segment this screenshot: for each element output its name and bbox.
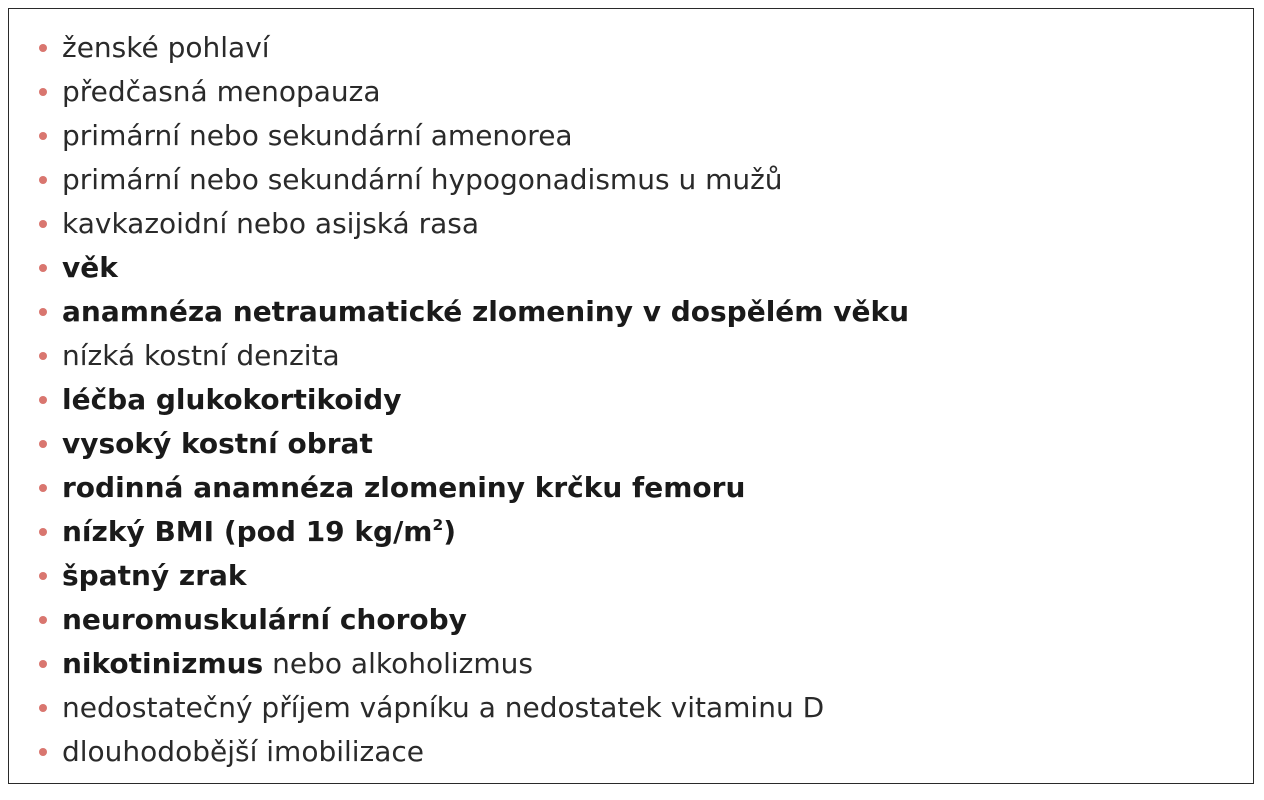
list-item (39, 290, 909, 334)
list-item (39, 378, 909, 422)
bold-text: vysoký kostní obrat (62, 427, 373, 460)
list-item-text (62, 378, 401, 422)
bold-text: nikotinizmus (62, 647, 264, 680)
bullet-icon (39, 572, 47, 580)
list-item-text (62, 26, 270, 70)
list-item-text (62, 290, 909, 334)
text-segment: ženské pohlaví (62, 31, 270, 64)
bullet-icon (39, 528, 47, 536)
list-item (39, 114, 909, 158)
text-segment: kavkazoidní nebo asijská rasa (62, 207, 480, 240)
list-item-text (62, 510, 456, 554)
text-segment: nebo alkoholizmus (263, 647, 533, 680)
bullet-icon (39, 44, 47, 52)
list-item-text (62, 158, 783, 202)
list-item (39, 598, 909, 642)
list-item-text (62, 466, 745, 510)
bold-text: anamnéza netraumatické zlomeniny v dospělém věku (62, 295, 910, 328)
bullet-icon (39, 440, 47, 448)
bold-text: rodinná anamnéza zlomeniny krčku femoru (62, 471, 746, 504)
list-item-text (62, 598, 467, 642)
bullet-icon (39, 132, 47, 140)
bullet-icon (39, 220, 47, 228)
bold-text: ) (443, 515, 456, 548)
bullet-icon (39, 484, 47, 492)
bold-text: léčba glukokortikoidy (62, 383, 402, 416)
list-item-text (62, 730, 424, 774)
list-item (39, 554, 909, 598)
bold-text: nízký BMI (pod 19 kg/m (62, 515, 433, 548)
bullet-icon (39, 308, 47, 316)
bold-text: věk (62, 251, 118, 284)
text-segment: primární nebo sekundární hypogonadismus u mužů (62, 163, 783, 196)
bullet-icon (39, 660, 47, 668)
list-item-text (62, 114, 573, 158)
list-item (39, 26, 909, 70)
list-item (39, 158, 909, 202)
list-item-text (62, 642, 533, 686)
text-segment: dlouhodobější imobilizace (62, 735, 425, 768)
list-item (39, 730, 909, 774)
list-item (39, 642, 909, 686)
text-segment: předčasná menopauza (62, 75, 381, 108)
bullet-icon (39, 176, 47, 184)
list-item-text (62, 554, 247, 598)
list-item (39, 466, 909, 510)
risk-factor-list (39, 26, 909, 774)
text-segment: nízká kostní denzita (62, 339, 340, 372)
bullet-icon (39, 88, 47, 96)
list-item-text (62, 422, 373, 466)
bullet-icon (39, 352, 47, 360)
list-item (39, 70, 909, 114)
list-item (39, 202, 909, 246)
text-segment: primární nebo sekundární amenorea (62, 119, 573, 152)
risk-factors-box (8, 8, 1254, 784)
list-item (39, 334, 909, 378)
list-item (39, 246, 909, 290)
list-item-text (62, 70, 381, 114)
list-item-text (62, 246, 118, 290)
text-segment: nedostatečný příjem vápníku a nedostatek vitaminu D (62, 691, 825, 724)
bullet-icon (39, 396, 47, 404)
list-item (39, 422, 909, 466)
superscript: 2 (432, 516, 444, 535)
list-item (39, 686, 909, 730)
bullet-icon (39, 616, 47, 624)
bold-text: špatný zrak (62, 559, 247, 592)
list-item (39, 510, 909, 554)
list-item-text (62, 686, 824, 730)
list-item-text (62, 202, 479, 246)
bullet-icon (39, 264, 47, 272)
bullet-icon (39, 704, 47, 712)
list-item-text (62, 334, 340, 378)
bullet-icon (39, 748, 47, 756)
bold-text: neuromuskulární choroby (62, 603, 467, 636)
